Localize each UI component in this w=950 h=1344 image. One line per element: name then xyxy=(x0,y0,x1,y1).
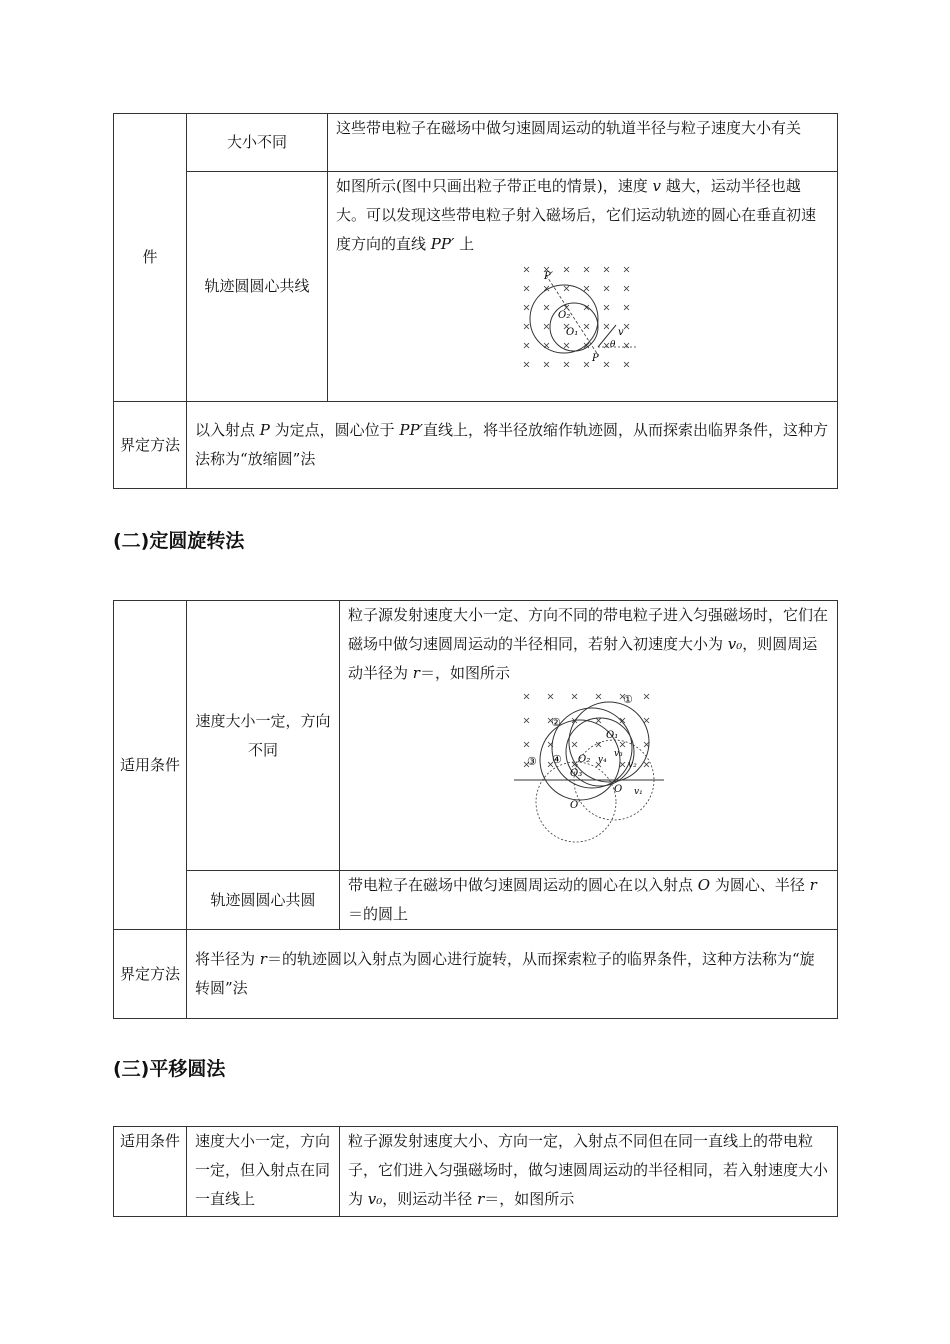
text-part: 越大，运动半径也越大。可以发现这些带电粒子射入磁场后，它们运动轨迹的圆心在垂直初速度方向的直线 xyxy=(336,177,817,253)
text-part: 粒子源发射速度大小一定、方向不同的带电粒子进入匀强磁场时，它们在磁场中做匀速圆周运动的半径相同，若射入初速度大小为 xyxy=(348,606,829,653)
rotating-circles-figure xyxy=(514,690,664,844)
figure-label: v₄ xyxy=(597,755,607,765)
text-part: ＝的轨迹圆以入射点为圆心进行旋转，从而探索粒子的临界条件，这种方法称为“旋转圆”法 xyxy=(195,950,815,997)
side-label: 件 xyxy=(142,248,158,266)
figure-label: θ xyxy=(609,340,615,350)
method-label-cell xyxy=(114,930,187,1019)
text-part: 带电粒子在磁场中做匀速圆周运动的圆心在以入射点 xyxy=(348,876,698,894)
method-label-cell xyxy=(114,402,187,489)
center-label-cell xyxy=(187,172,328,402)
text-part: PP′ xyxy=(430,235,455,253)
applicable-conditions-cell xyxy=(114,1127,187,1217)
figure-label: ① xyxy=(622,693,633,706)
side-label: 适用条件 xyxy=(119,755,180,774)
text-part: r xyxy=(477,1190,485,1208)
text-part: PP′ xyxy=(399,421,424,439)
size-text-cell xyxy=(328,114,838,172)
text-part: 如图所示(图中只画出粒子带正电的情景)，速度 xyxy=(336,177,653,195)
expanding-circles-figure xyxy=(518,261,648,377)
text-part: 将半径为 xyxy=(195,950,260,968)
row-label: 速度大小一定，方向不同 xyxy=(195,711,331,759)
figure-label: ② xyxy=(550,716,561,729)
text-part: ，则圆周运动半径为 xyxy=(348,635,818,682)
figure-label: O₁ xyxy=(565,327,578,338)
figure-label: P′ xyxy=(543,271,553,282)
condition-text-cell xyxy=(340,1127,838,1217)
figure-label: O xyxy=(613,784,622,795)
row-label: 轨迹圆圆心共圆 xyxy=(210,890,316,909)
text-part: 为定点，圆心位于 xyxy=(269,421,400,439)
figure-label: P xyxy=(591,353,599,364)
text-part: r xyxy=(809,876,817,894)
figure-label: O₂ xyxy=(557,310,570,321)
text-part: r xyxy=(259,950,267,968)
center-text-cell xyxy=(340,871,838,930)
table-expand-circle xyxy=(113,113,838,489)
text-part: v₀ xyxy=(727,635,743,653)
size-label-cell xyxy=(187,114,328,172)
text-part: 为圆心、半径 xyxy=(710,876,810,894)
side-label: 适用条件 xyxy=(119,1132,180,1150)
text-part: 直线上，将半径放缩作轨迹圆，从而探索出临界条件，这种方法称为“放缩圆”法 xyxy=(195,421,829,468)
row-label: 大小不同 xyxy=(226,133,287,151)
text-part: P xyxy=(259,421,270,439)
section-title: (三)平移圆法 xyxy=(113,1058,226,1080)
trajectory-circle-2 xyxy=(552,708,632,788)
figure-label: v₃ xyxy=(613,749,623,759)
row-label: 轨迹圆圆心共线 xyxy=(204,277,310,295)
text-part: O xyxy=(697,876,711,894)
figure-label: O₂ xyxy=(577,754,590,765)
method-text-cell xyxy=(187,402,838,489)
figure-label: v₂ xyxy=(627,760,637,770)
figure-label: O₃ xyxy=(569,768,582,779)
applicable-conditions-cell xyxy=(114,601,187,930)
row-text: 这些带电粒子在磁场中做匀速圆周运动的轨道半径与粒子速度大小有关 xyxy=(336,119,802,137)
figure-label: v xyxy=(617,327,624,338)
figure-label: O′ xyxy=(569,800,580,811)
text-part: v₀ xyxy=(367,1190,383,1208)
text-part: ，则运动半径 xyxy=(382,1190,478,1208)
figure-label: ④ xyxy=(551,753,562,766)
figure-label: v₁ xyxy=(633,787,643,797)
row-label: 界定方法 xyxy=(119,964,180,983)
text-part: ＝，如图所示 xyxy=(419,664,510,682)
text-part: r xyxy=(412,664,420,682)
magnetic-field-crosses xyxy=(524,267,629,367)
row-label: 界定方法 xyxy=(119,435,180,454)
table-rotate-circle xyxy=(113,600,838,1019)
speed-text-cell xyxy=(340,601,838,871)
figure-label: O₁ xyxy=(605,730,618,741)
text-part: 以入射点 xyxy=(195,421,260,439)
speed-label-cell xyxy=(187,601,340,871)
row-label: 速度大小一定，方向一定，但入射点在同一直线上 xyxy=(195,1132,331,1208)
text-part: ＝的圆上 xyxy=(348,905,409,923)
center-text-cell xyxy=(328,172,838,402)
center-label-cell xyxy=(187,871,340,930)
text-part: 上 xyxy=(454,235,475,253)
text-part: ＝，如图所示 xyxy=(484,1190,575,1208)
condition-label-cell xyxy=(187,1127,340,1217)
applicable-conditions-cell xyxy=(114,114,187,402)
text-part: 粒子源发射速度大小、方向一定，入射点不同但在同一直线上的带电粒子，它们进入匀强磁场时，做匀速圆周运动的半径相同，若入射速度大小为 xyxy=(348,1132,829,1208)
section-title: (二)定圆旋转法 xyxy=(113,530,245,552)
text-part: v xyxy=(652,177,661,195)
method-text-cell xyxy=(187,930,838,1019)
figure-label: ③ xyxy=(526,755,537,768)
table-translate-circle xyxy=(113,1126,838,1217)
